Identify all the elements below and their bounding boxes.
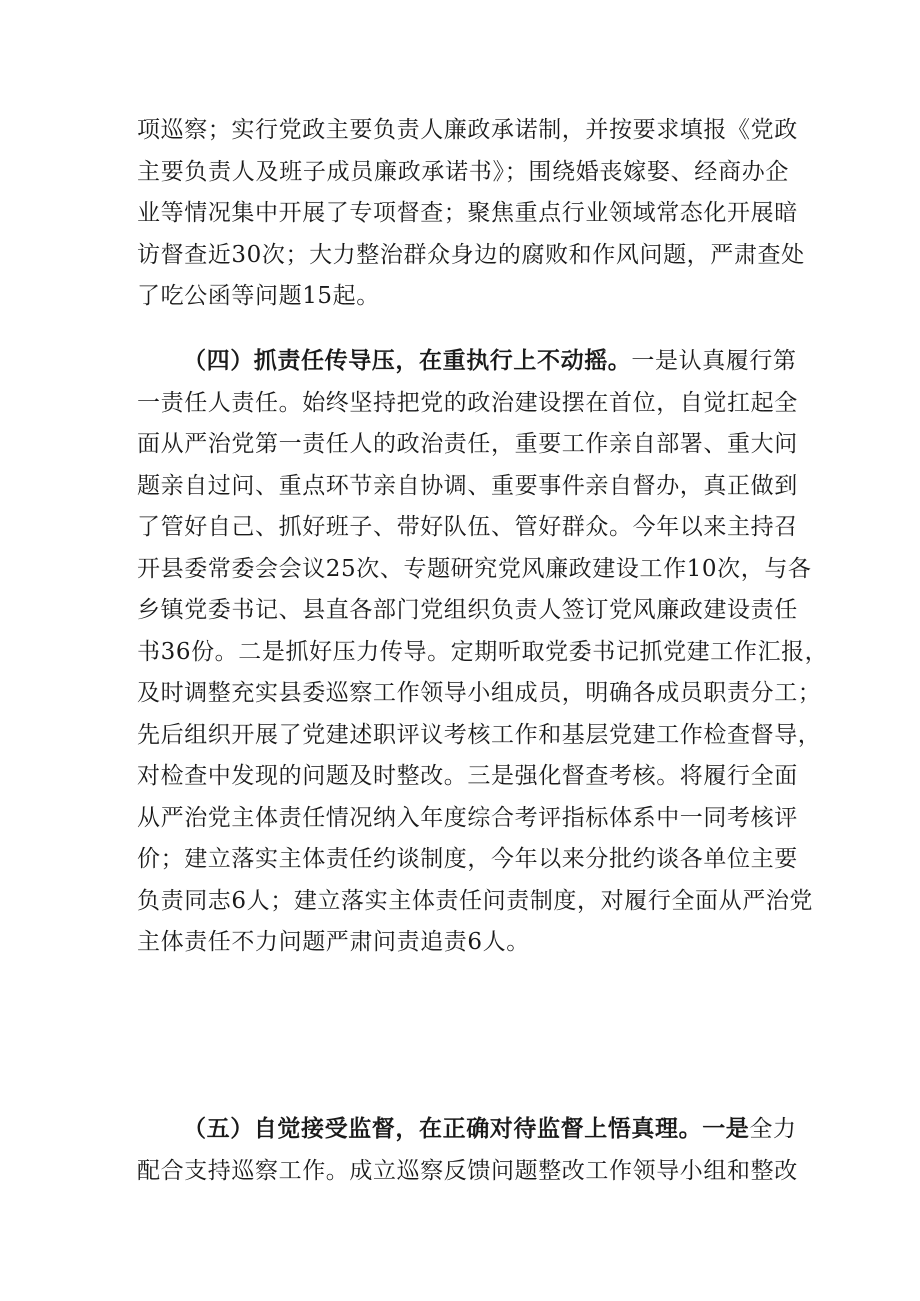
text-line: 书36份。二是抓好压力传导。定期听取党委书记抓党建工作汇报，: [137, 638, 829, 665]
section-heading-tail: 一是: [702, 1116, 750, 1142]
text-run: 一是认真履行第: [631, 348, 797, 374]
text-line: 主要负责人及班子成员廉政承诺书》；围绕婚丧嫁娶、经商办企: [137, 158, 789, 185]
text-line: 及时调整充实县委巡察工作领导小组成员，明确各成员职责分工；: [137, 680, 822, 706]
text-line: [137, 1109, 797, 1151]
paragraph-section-four: [137, 341, 829, 964]
paragraph-continuation: [137, 110, 805, 318]
section-heading: （五）自觉接受监督，在正确对待监督上悟真理。: [183, 1116, 703, 1142]
text-line: 从严治党主体责任情况纳入年度综合考评指标体系中一同考核评: [137, 804, 798, 831]
text-line: 题亲自过问、重点环节亲自协调、重要事件亲自督办，真正做到: [137, 472, 798, 499]
text-line: [137, 341, 797, 383]
text-line: 开县委常委会会议25次、专题研究党风廉政建设工作10次，与各: [137, 555, 812, 582]
text-line: 业等情况集中开展了专项督查；聚焦重点行业领域常态化开展暗: [137, 200, 798, 226]
text-line: 主体责任不力问题严肃问责追责6人。: [137, 929, 530, 955]
text-line: 了管好自己、抓好班子、带好队伍、管好群众。今年以来主持召: [137, 514, 798, 540]
section-heading: （四）抓责任传导压，在重执行上不动摇。: [183, 348, 632, 374]
text-line: 面从严治党第一责任人的政治责任，重要工作亲自部署、重大问: [137, 431, 798, 457]
text-run: 全力: [749, 1116, 797, 1142]
text-line: 项巡察；实行党政主要负责人廉政承诺制，并按要求填报《党政: [137, 117, 798, 143]
text-line: 访督查近30次；大力整治群众身边的腐败和作风问题，严肃查处: [137, 241, 805, 268]
text-line: 乡镇党委书记、县直各部门党组织负责人签订党风廉政建设责任: [137, 597, 798, 623]
text-line: 先后组织开展了党建述职评议考核工作和基层党建工作检查督导，: [137, 721, 822, 748]
text-line: 一责任人责任。始终坚持把党的政治建设摆在首位，自觉扛起全: [137, 389, 798, 416]
text-line: 了吃公函等问题15起。: [137, 283, 380, 309]
text-line: 对检查中发现的问题及时整改。三是强化督查考核。将履行全面: [137, 763, 798, 789]
text-line: 价；建立落实主体责任约谈制度，今年以来分批约谈各单位主要: [137, 846, 798, 872]
text-line: 配合支持巡察工作。成立巡察反馈问题整改工作领导小组和整改: [137, 1157, 798, 1184]
paragraph-section-five: [137, 1109, 798, 1192]
text-line: 负责同志6人；建立落实主体责任问责制度，对履行全面从严治党: [137, 887, 814, 914]
